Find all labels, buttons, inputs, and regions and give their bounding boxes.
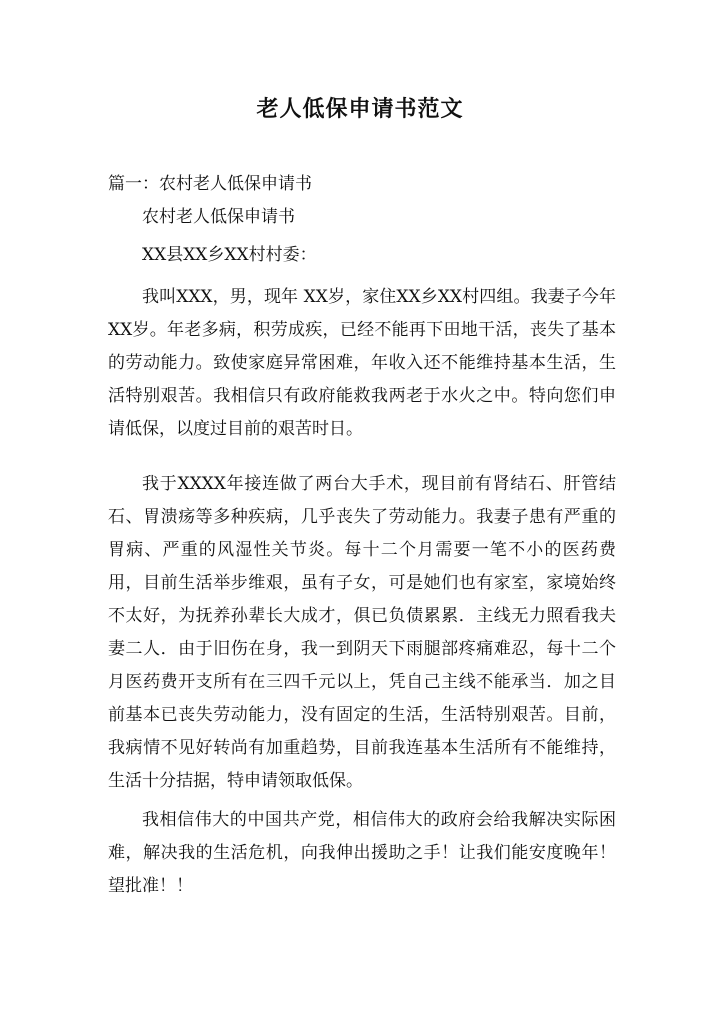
body-paragraph: 我叫XXX，男，现年 XX岁，家住XX乡XX村四组。我妻子今年XX岁。年老多病，积劳成疾，已经不能再下田地干活，丧失了基本的劳动能力。致使家庭异常困难，年收入还不能维持基本生活，生活特别艰苦。我相信只有政府能救我两老于水火之中。特向您们申请低保，以度过目前的艰苦时日。	[108, 287, 616, 439]
body-paragraph: 我相信伟大的中国共产党，相信伟大的政府会给我解决实际困难，解决我的生活危机，向我伸出援助之手！让我们能安度晚年！望批准！！	[108, 810, 616, 896]
letter-subtitle: 农村老人低保申请书	[142, 207, 295, 227]
document-title: 老人低保申请书范文	[256, 96, 464, 122]
body-paragraph: 我于XXXX年接连做了两台大手术，现目前有肾结石、肝管结石、胃溃疡等多种疾病，几乎丧失了劳动能力。我妻子患有严重的胃病、严重的风湿性关节炎。每十二个月需要一笔不小的医药费用，目前生活举步维艰，虽有子女，可是她们也有家室，家境始终不太好，为抚养孙辈长大成才，俱已负债累累．主线无力照看我夫妻二人．由于旧伤在身，我一到阴天下雨腿部疼痛难忍，每十二个月医药费开支所有在三四千元以上，凭自己主线不能承当．加之目前基本已丧失劳动能力，没有固定的生活，生活特别艰苦。目前，我病情不见好转尚有加重趋势，目前我连基本生活所有不能维持，生活十分拮据，特申请领取低保。	[108, 474, 616, 791]
section-heading: 篇一：农村老人低保申请书	[108, 174, 312, 194]
letter-salutation: XX县XX乡XX村村委：	[142, 245, 317, 265]
